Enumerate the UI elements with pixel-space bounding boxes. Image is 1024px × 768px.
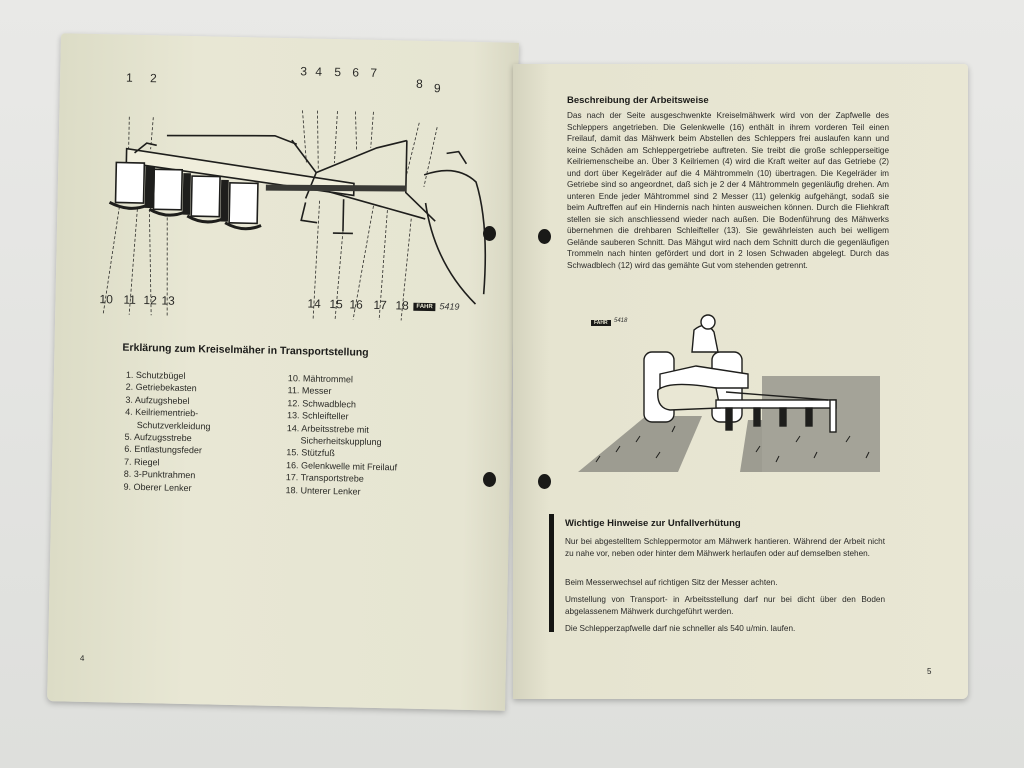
- punch-hole: [538, 474, 551, 489]
- legend-item: 5. Aufzugsstrebe: [124, 431, 192, 444]
- callout-5: 5: [334, 65, 342, 80]
- legend-item: 11. Messer: [287, 385, 332, 397]
- legend-item: 12. Schwadblech: [287, 397, 356, 410]
- figure-code: 5419: [439, 301, 460, 312]
- legend-item: 10. Mähtrommel: [287, 373, 353, 385]
- callout-1: 1: [125, 70, 133, 85]
- legend-item: Schutzverkleidung: [136, 419, 211, 432]
- figure-code-right: 5418: [614, 318, 628, 324]
- callout-9: 9: [433, 81, 441, 96]
- legend-item: 16. Gelenkwelle mit Freilauf: [285, 459, 398, 473]
- fahr-badge: FAHR: [413, 303, 436, 311]
- legend-item: 14. Arbeitsstrebe mit: [286, 422, 369, 435]
- callout-17: 17: [373, 297, 387, 313]
- warning-item: Beim Messerwechsel auf richtigen Sitz der Messer achten.: [565, 578, 778, 587]
- legend-item: 7. Riegel: [123, 456, 160, 468]
- warning-item: Die Schlepperzapfwelle darf nie schneller als 540 u/min. laufen.: [565, 624, 796, 633]
- legend-item: 18. Unterer Lenker: [285, 484, 361, 497]
- callout-10: 10: [99, 292, 113, 307]
- page-number-right: 5: [927, 667, 932, 676]
- legend-item: 6. Entlastungsfeder: [124, 444, 203, 456]
- callout-7: 7: [370, 65, 378, 80]
- page-number-left: 4: [79, 653, 85, 663]
- callout-8: 8: [415, 76, 423, 91]
- legend-item: 15. Stützfuß: [286, 447, 335, 459]
- section-title: Beschreibung der Arbeitsweise: [567, 95, 709, 106]
- legend-item: 4. Keilriementrieb-: [125, 406, 199, 419]
- callout-6: 6: [352, 65, 360, 80]
- legend-item: 1. Schutzbügel: [125, 369, 186, 381]
- fahr-badge-right: FAHR: [591, 320, 611, 326]
- callout-3: 3: [300, 64, 308, 79]
- left-page: [47, 33, 519, 710]
- callout-13: 13: [161, 293, 175, 308]
- callout-14: 14: [307, 296, 321, 311]
- punch-hole: [483, 226, 496, 241]
- punch-hole: [483, 472, 496, 487]
- punch-hole: [538, 229, 551, 244]
- legend-list-right: [285, 372, 399, 498]
- callout-15: 15: [329, 296, 343, 312]
- callout-2: 2: [149, 71, 157, 86]
- legend-item: 8. 3-Punktrahmen: [123, 468, 196, 481]
- warning-bar: [549, 514, 554, 632]
- warning-item: Umstellung von Transport- in Arbeitsstellung darf nur bei dicht über den Boden abgelassenem Mähwerk durchgeführt werden.: [565, 595, 885, 616]
- legend-item: 2. Getriebekasten: [125, 382, 197, 394]
- callout-4: 4: [315, 64, 323, 79]
- mower-transport-diagram: [103, 86, 498, 324]
- mower-working-illustration: [576, 312, 886, 478]
- legend-item: 17. Transportstrebe: [285, 472, 364, 484]
- description-paragraph: Das nach der Seite ausgeschwenkte Kreiselmähwerk wird von der Zapfwelle des Schleppers angetrieben. Die Gelenkwelle (16) enthält in ihrem vorderen Teil einen Freilauf, damit das Mähwerk beim Abstellen des Schleppers frei auslaufen kann und keine Schäden am Schleppergetriebe auftreten. Sie treibt die große schlepperseitige Keilriemenscheibe an. Über 3 Keilriemen (4) wird die Kraft weiter auf das Getriebe (2) und dort über Kegelräder auf die 4 Mähtrommeln (10) übertragen. Die Kegelräder im Getriebe sind so angeordnet, daß sich je 2 der 4 Mähtrommeln gegenläufig drehen. Am unteren Ende jeder Mähtrommel sind 2 Messer (11) gelenkig aufgehängt, sodaß sie beim Auftreffen auf ein Hindernis nach hinten ausweichen können. Durch die Fliehkraft stellen sie sich anschliessend wieder nach außen. Die Bodenführung des Mähwerks übernehmen die drehbaren Schleifteller (13). Sie gewährleisten auch bei welligem Gelände sauberen Schnitt. Das Mähgut wird nach dem Schnitt durch die gegenläufigen Trommeln nach hinten gefördert und dort in 2 losen Schwaden abgelegt. Durch das Schwadblech (12) wird das gemähte Gut vom stehenden getrennt.: [567, 111, 889, 270]
- legend-list-left: [123, 369, 211, 495]
- warning-title: Wichtige Hinweise zur Unfallverhütung: [565, 518, 741, 529]
- legend-item: 13. Schleifteller: [286, 410, 349, 422]
- callout-16: 16: [349, 297, 363, 312]
- callout-18: 18: [395, 298, 409, 313]
- legend-title: Erklärung zum Kreiselmäher in Transportstellung: [122, 341, 369, 359]
- legend-item: 9. Oberer Lenker: [123, 481, 192, 493]
- legend-item: Sicherheitskupplung: [300, 435, 382, 448]
- callout-11: 11: [123, 292, 137, 307]
- callout-12: 12: [143, 293, 157, 308]
- legend-item: 3. Aufzugshebel: [125, 394, 190, 406]
- warning-item: Nur bei abgestelltem Schleppermotor am Mähwerk hantieren. Während der Arbeit nicht zu nahe vor, neben oder hinter dem Mähwerk herlaufen oder auf demselben stehen.: [565, 537, 885, 558]
